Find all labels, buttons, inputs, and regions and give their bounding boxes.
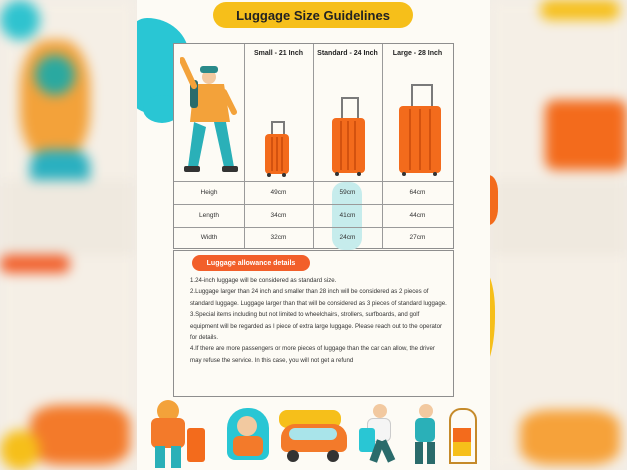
row-label-height: Heigh	[200, 189, 218, 196]
row-label-length: Length	[199, 212, 219, 219]
column-header-large: Large - 28 Inch	[392, 50, 443, 57]
cell-standard-height: 59cm	[339, 189, 356, 196]
cell-standard-width: 24cm	[339, 234, 356, 241]
allowance-box	[173, 250, 454, 397]
cell-small-width: 32cm	[270, 234, 287, 241]
column-header-small: Small - 21 Inch	[253, 50, 304, 57]
row-label-width: Width	[200, 234, 218, 241]
rule-item: 2.Luggage larger than 24 inch and smaller than 28 inch will be considered as 2 pieces of standard luggage. Luggage larger than that will be considered as 3 pieces of standard luggage.	[190, 288, 447, 307]
size-table	[173, 43, 454, 249]
column-header-standard: Standard - 24 Inch	[317, 50, 378, 57]
cell-large-width: 27cm	[409, 234, 426, 241]
rule-item: 4.If there are more passengers or more pieces of luggage than the car can allow, the driver may refuse the service. In this case, you will not get a refund	[190, 345, 435, 364]
cell-large-height: 64cm	[409, 189, 426, 196]
poster	[137, 0, 490, 470]
rule-item: 3.Special items including but not limited to wheelchairs, strollers, surfboards, and golf equipment will be regarded as I piece of extra large luggage. Please reach out to the operator for details.	[190, 311, 443, 342]
traveller-illustration	[180, 52, 240, 177]
cell-standard-length: 41cm	[339, 212, 356, 219]
allowance-rules	[190, 275, 448, 366]
travellers-illustration	[137, 398, 490, 470]
allowance-heading: Luggage allowance details	[192, 255, 310, 271]
cell-small-height: 49cm	[270, 189, 287, 196]
rule-item: 1.24-inch luggage will be considered as standard size.	[190, 277, 337, 284]
cell-large-length: 44cm	[409, 212, 426, 219]
page-title: Luggage Size Guidelines	[213, 2, 413, 28]
cell-small-length: 34cm	[270, 212, 287, 219]
